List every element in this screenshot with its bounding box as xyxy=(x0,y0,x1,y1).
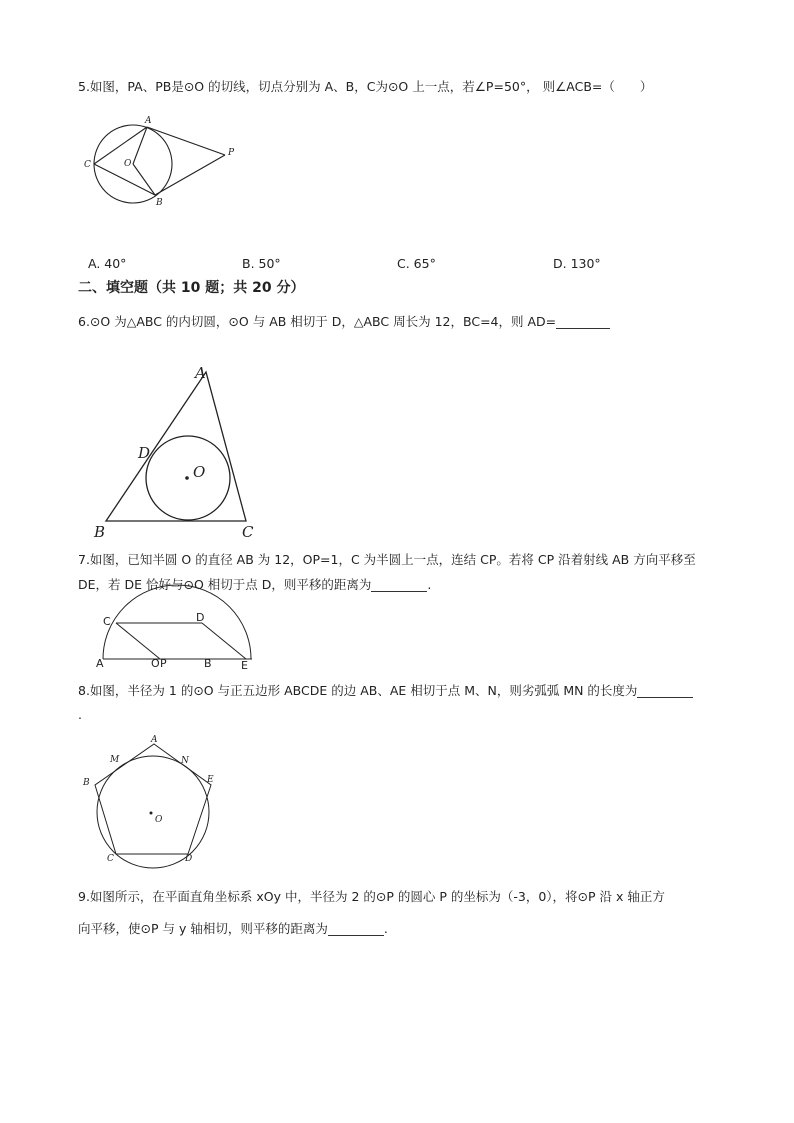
question-6-text xyxy=(78,313,610,331)
q7-label-p: P xyxy=(160,657,167,670)
q8-label-o: O xyxy=(155,815,163,825)
q8-label-b: B xyxy=(83,778,90,788)
q5-label-c: C xyxy=(84,160,91,170)
question-9-line2: 向平移，使⊙P 与 y 轴相切，则平移的距离为 . xyxy=(78,921,388,936)
q6-answer-blank[interactable] xyxy=(556,314,610,329)
q7-label-d: D xyxy=(196,611,205,624)
q8-label-c: C xyxy=(107,854,114,864)
question-8-line1 xyxy=(78,682,693,700)
q7-answer-blank[interactable] xyxy=(371,577,427,592)
q8-answer-blank[interactable] xyxy=(637,683,693,698)
q5-label-b: B xyxy=(156,198,163,208)
q5-choice-a: A. 40° xyxy=(88,256,127,271)
q7-label-o: O xyxy=(151,657,160,670)
q9-prompt: 向平移，使⊙P 与 y 轴相切，则平移的距离为 xyxy=(78,921,328,936)
q8-label-m: M xyxy=(110,755,120,765)
question-9-line1: 9.如图所示，在平面直角坐标系 xOy 中，半径为 2 的⊙P 的圆心 P 的坐标为（-3，0），将⊙P 沿 x 轴正方 xyxy=(78,889,665,904)
q7-label-b: B xyxy=(204,657,212,670)
q5-choice-d: D. 130° xyxy=(553,256,601,271)
q6-label-a: A xyxy=(195,364,206,382)
q7-figure xyxy=(90,605,260,670)
q6-label-d: D xyxy=(138,444,151,462)
q8-label-e: E xyxy=(207,775,214,785)
question-5-text: 5.如图，PA、PB是⊙O 的切线，切点分别为 A、B，C为⊙O 上一点，若∠P=50°， 则∠ACB=（ ） xyxy=(78,79,653,94)
q8-prompt: 8.如图，半径为 1 的⊙O 与正五边形 ABCDE 的边 AB、AE 相切于点 M、N，则劣弧弧 MN 的长度为 xyxy=(78,683,638,698)
q8-label-a: A xyxy=(151,735,158,745)
q6-label-b: B xyxy=(94,523,106,541)
q6-prompt: 6.⊙O 为△ABC 的内切圆，⊙O 与 AB 相切于 D，△ABC 周长为 12，BC=4，则 AD= xyxy=(78,314,557,329)
q7-label-a: A xyxy=(96,657,104,670)
q6-label-c: C xyxy=(242,523,254,541)
q5-label-a: A xyxy=(145,116,152,126)
q6-figure xyxy=(90,360,260,540)
q7-label-c: C xyxy=(103,615,111,628)
q8-label-d: D xyxy=(185,854,193,864)
question-7-line1: 7.如图，已知半圆 O 的直径 AB 为 12，OP=1，C 为半圆上一点，连结 CP。若将 CP 沿着射线 AB 方向平移至 xyxy=(78,552,696,567)
q8-figure xyxy=(80,730,230,865)
q8-label-n: N xyxy=(181,756,189,766)
section-heading: 二、填空题（共 10 题；共 20 分） xyxy=(78,280,305,296)
q6-label-o: O xyxy=(193,463,206,481)
q9-answer-blank[interactable] xyxy=(328,921,384,936)
q7-prompt: DE，若 DE 恰好与⊙O 相切于点 D，则平移的距离为 xyxy=(78,577,372,592)
q5-figure xyxy=(80,112,250,212)
question-8-line2: . xyxy=(78,707,82,722)
question-7-line2: DE，若 DE 恰好与⊙O 相切于点 D，则平移的距离为 . xyxy=(78,577,432,592)
q7-label-e: E xyxy=(241,659,248,672)
q5-label-o: O xyxy=(124,159,132,169)
q5-choice-c: C. 65° xyxy=(397,256,436,271)
q5-choice-b: B. 50° xyxy=(242,256,281,271)
q5-label-p: P xyxy=(228,148,235,158)
